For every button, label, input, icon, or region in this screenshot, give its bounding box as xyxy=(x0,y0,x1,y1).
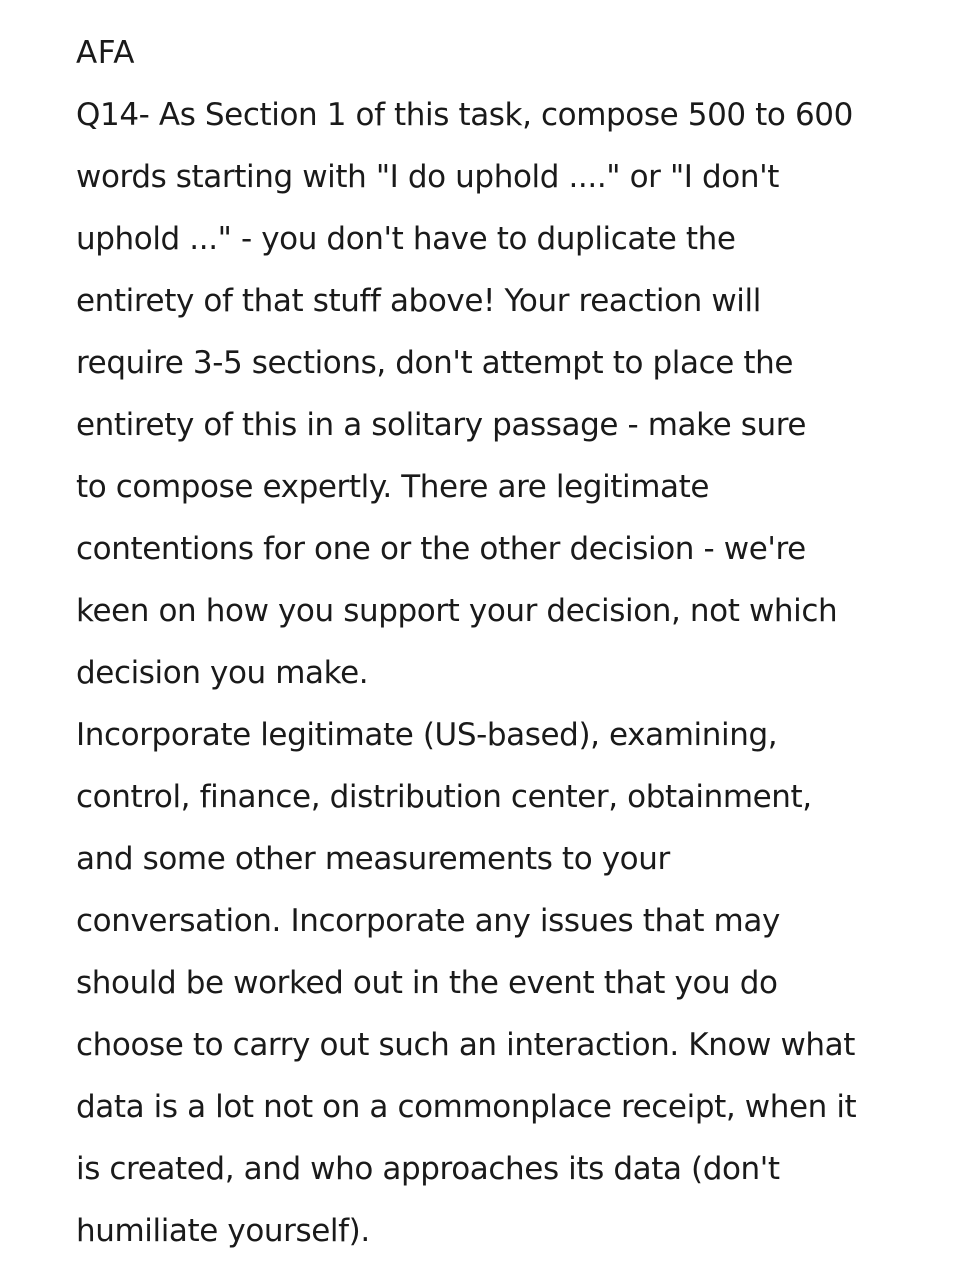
note-line: contentions for one or the other decision - we're xyxy=(76,531,806,567)
note-line: control, finance, distribution center, obtainment, xyxy=(76,779,812,815)
note-line: data is a lot not on a commonplace receipt, when it xyxy=(76,1089,857,1125)
note-line: Q14- As Section 1 of this task, compose 500 to 600 xyxy=(76,97,853,133)
note-line: entirety of this in a solitary passage - make sure xyxy=(76,407,807,443)
note-text xyxy=(76,22,936,1262)
note-line: should be worked out in the event that you do xyxy=(76,965,778,1001)
note-line: conversation. Incorporate any issues that may xyxy=(76,903,780,939)
note-line: decision you make. xyxy=(76,655,369,691)
note-line: choose to carry out such an interaction. Know what xyxy=(76,1027,855,1063)
note-line: Incorporate legitimate (US-based), examining, xyxy=(76,717,778,753)
note-title: AFA xyxy=(76,35,135,71)
note-line: is created, and who approaches its data (don't xyxy=(76,1151,780,1187)
note-line: keen on how you support your decision, not which xyxy=(76,593,838,629)
note-line: uphold ..." - you don't have to duplicate the xyxy=(76,221,736,257)
note-line: require 3-5 sections, don't attempt to place the xyxy=(76,345,794,381)
note-line: to compose expertly. There are legitimate xyxy=(76,469,710,505)
note-line: and some other measurements to your xyxy=(76,841,670,877)
note-line: entirety of that stuff above! Your reaction will xyxy=(76,283,761,319)
note-line: words starting with "I do uphold ...." or "I don't xyxy=(76,159,779,195)
note-line: humiliate yourself). xyxy=(76,1213,370,1249)
